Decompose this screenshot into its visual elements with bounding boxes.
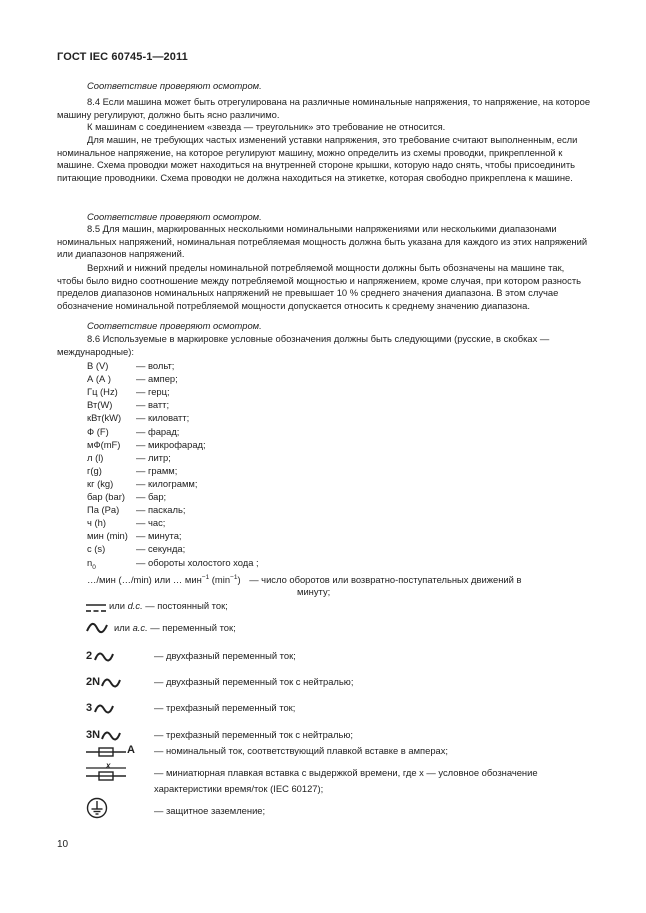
three-phase-definition: — трехфазный переменный ток; — [154, 702, 296, 713]
unit-symbol: кг (kg) — [87, 477, 114, 489]
rpm-symbol: …/мин (…/min) или … мин$^{-1}$ $(\min^{-1})$ — число оборотов или возвратно-поступательных движений в — [87, 574, 522, 585]
unit-definition: — грамм; — [136, 464, 178, 476]
unit-definition: — секунда; — [136, 543, 186, 555]
unit-symbol: Ф (F) — [87, 425, 109, 437]
paragraph-8-6: 8.6 Используемые в маркировке условные обозначения должны быть следующими (русские, в скобках — международные): — [57, 333, 550, 357]
unit-symbol: $n_0$ — [87, 556, 96, 571]
mini-fuse-definition: — миниатюрная плавкая вставка с выдержкой времени, где x — условное обозначение — [154, 767, 538, 778]
unit-symbol: мин (min) — [87, 530, 128, 542]
mini-fuse-definition-cont: характеристики время/ток (IEC 60127); — [154, 783, 324, 794]
unit-symbol: Вт(W) — [87, 399, 113, 411]
unit-symbol: бар (bar) — [87, 491, 125, 502]
mini-fuse-icon — [86, 767, 130, 783]
unit-symbol: л (l) — [87, 451, 104, 463]
fuse-letter: A — [127, 744, 135, 756]
unit-definition: — килограмм; — [136, 477, 198, 489]
protective-earth-icon — [86, 797, 108, 819]
unit-symbol: мФ(mF) — [87, 438, 121, 450]
unit-definition: — ампер; — [136, 373, 178, 385]
three-phase-neutral-symbol: 3N — [86, 729, 101, 741]
unit-definition: — бар; — [136, 491, 167, 502]
three-phase-symbol: 3 — [86, 702, 93, 714]
unit-definition: — ватт; — [136, 399, 170, 411]
paragraph-8-4: 8.4 Если машина может быть отрегулирована на различные номинальные напряжения, то напряжение, на которое машину регулируют, должно быть ясно различимо. — [57, 96, 591, 120]
page-number: 10 — [57, 839, 69, 850]
fuse-definition: — номинальный ток, соответствующий плавкой вставке в амперах; — [154, 745, 449, 756]
unit-symbol: А (А ) — [87, 373, 111, 385]
unit-definition: — обороты холостого хода ; — [136, 556, 259, 568]
ac-icon — [86, 622, 108, 634]
document-header: ГОСТ IEC 60745-1—2011 — [57, 51, 188, 63]
paragraph: Соответствие проверяют осмотром. — [87, 80, 262, 91]
unit-definition: — киловатт; — [136, 412, 190, 424]
ac-wave-icon — [94, 703, 114, 715]
unit-symbol: кВт(kW) — [87, 412, 122, 424]
unit-symbol: с (s) — [87, 543, 106, 555]
paragraph: К машинам с соединением «звезда — треугольник» это требование не относится. — [87, 121, 446, 132]
unit-symbol: В (V) — [87, 360, 109, 371]
unit-definition: — микрофарад; — [136, 438, 206, 450]
paragraph-8-5: 8.5 Для машин, маркированных несколькими номинальными напряжениями или несколькими диапазонами номинальных напряжений, номинальная потребляемая мощность должна быть указана для каждого из этих напряжений или диапазонов напряжений. — [57, 223, 588, 260]
two-phase-neutral-definition: — двухфазный переменный ток с нейтралью; — [154, 676, 354, 687]
ac-definition: или a.c. — переменный ток; — [114, 622, 236, 633]
unit-symbol: Па (Pa) — [87, 504, 120, 516]
unit-definition: — час; — [136, 517, 166, 529]
ac-wave-icon — [94, 651, 114, 663]
two-phase-symbol: 2 — [86, 650, 93, 662]
three-phase-neutral-definition: — трехфазный переменный ток с нейтралью; — [154, 729, 354, 740]
paragraph: Соответствие проверяют осмотром. — [87, 211, 262, 222]
unit-definition: — фарад; — [136, 425, 180, 437]
unit-definition: — литр; — [136, 451, 171, 463]
unit-definition: — паскаль; — [136, 504, 186, 516]
unit-symbol: ч (h) — [87, 517, 106, 529]
earth-definition: — защитное заземление; — [154, 805, 266, 816]
unit-definition: — герц; — [136, 386, 170, 398]
body-text — [87, 80, 593, 93]
unit-definition: — вольт; — [136, 360, 175, 371]
unit-definition: — минута; — [136, 530, 182, 542]
ac-wave-icon — [101, 730, 121, 742]
dc-icon — [86, 603, 106, 613]
two-phase-definition: — двухфазный переменный ток; — [154, 650, 296, 661]
paragraph: Верхний и нижний пределы номинальной потребляемой мощности должны быть обозначены на машине так, чтобы было видно соотношение между потребляемой мощностью и напряжением, кроме случая, при котором разность пределов диапазонов номинальных напряжений не превышает 10 % среднего значения диапазона. В этом случае обозначение номинальной потребляемой мощности допускается относить к среднему значению диапазона. — [57, 262, 582, 312]
unit-symbol: Гц (Hz) — [87, 386, 118, 398]
rpm-definition-cont: минуту; — [297, 586, 331, 597]
paragraph: Соответствие проверяют осмотром. — [87, 320, 262, 331]
dc-definition: или d.c. — постоянный ток; — [109, 600, 228, 611]
ac-wave-icon — [101, 677, 121, 689]
unit-symbol: г(g) — [87, 464, 102, 476]
two-phase-neutral-symbol: 2N — [86, 676, 101, 688]
mini-fuse-letter: x — [106, 761, 111, 770]
paragraph: Для машин, не требующих частых изменений уставки напряжения, это требование считают выполненным, если номинальное напряжение, на которое регулируют машину, можно определить из схемы проводки, прикрепленной к машине. Схема проводки может находиться на внутренней стороне крышки, которую надо снять, чтобы присоединить питающие проводники. Схема проводки не должна находиться на этикетке, которая свободно прикреплена к машине. — [57, 134, 578, 184]
